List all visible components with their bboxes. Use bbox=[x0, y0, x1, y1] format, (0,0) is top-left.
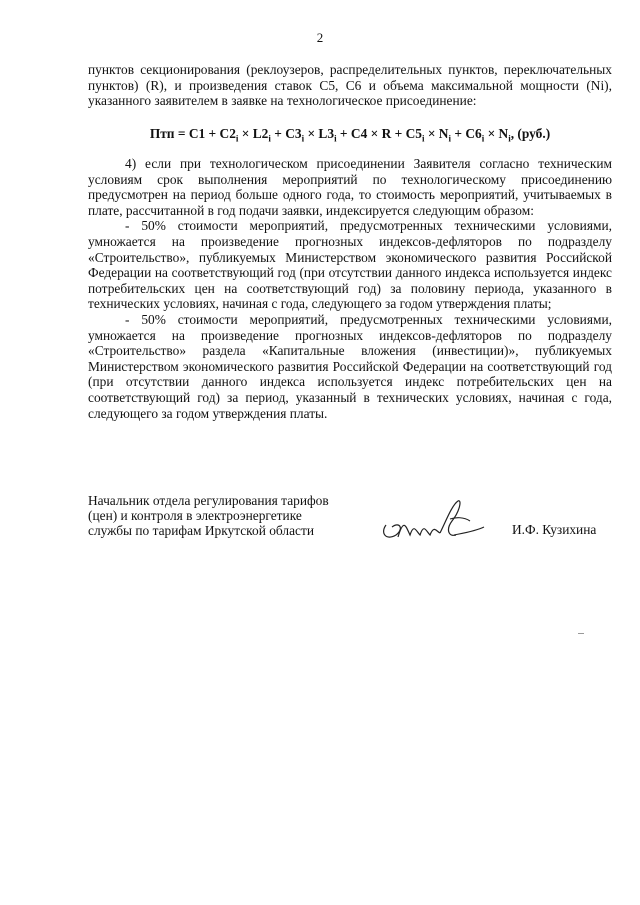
formula-subscript: i bbox=[508, 133, 511, 144]
indexation-section bbox=[88, 156, 612, 421]
formula-subscript: i bbox=[235, 133, 239, 144]
formula-subscript: i bbox=[481, 133, 485, 144]
paragraph-second-half: - 50% стоимости мероприятий, предусмотренных техническими условиями, умножается на произведение прогнозных индексов-дефляторов по подразделу «Строительство» раздела «Капитальные вложения (инвестиции)», публикуемых Министерством экономического развития Российской Федерации на соответствующий год (при отсутствии данного индекса используется индекс потребительских цен на соответствующий год) за период, указанный в технических условиях, начиная с года, следующего за годом утверждения платы. bbox=[88, 311, 612, 421]
formula-part: + С4 × R + С5 bbox=[336, 126, 422, 141]
formula-part: × L2 bbox=[238, 126, 269, 141]
formula-part: Птп = С1 + С2 bbox=[149, 126, 236, 141]
scan-artifact-dash bbox=[578, 633, 584, 634]
position-line: службы по тарифам Иркутской области bbox=[88, 523, 314, 538]
intro-paragraph bbox=[88, 62, 612, 109]
formula-part: + С6 bbox=[451, 126, 482, 141]
formula-subscript: i bbox=[268, 133, 271, 144]
page-number: 2 bbox=[316, 30, 324, 45]
signatory-name: И.Ф. Кузихина bbox=[512, 522, 597, 537]
formula-subscript: i bbox=[421, 133, 425, 144]
intro-text: пунктов секционирования (реклоузеров, распределительных пунктов, переключательных пунктов) (R), и произведения ставок С5, С6 и объема максимальной мощности (Ni), указанного заявителем в заявке на технологическое присоединение: bbox=[88, 62, 612, 109]
formula-subscript: i bbox=[334, 133, 337, 144]
position-line: (цен) и контроля в электроэнергетике bbox=[88, 508, 302, 523]
signatory-position bbox=[88, 493, 329, 538]
paragraph-indexation-rule: 4) если при технологическом присоединении Заявителя согласно техническим условиям срок выполнения мероприятий по технологическому присоединению предусмотрен на период больше одного года, то стоимость мероприятий, учитываемых в плате, рассчитанной в год подачи заявки, индексируется следующим образом: bbox=[88, 156, 612, 218]
position-line: Начальник отдела регулирования тарифов bbox=[88, 493, 329, 508]
formula-part: + С3 bbox=[270, 126, 302, 141]
formula-part: × L3 bbox=[304, 126, 335, 141]
formula-part: × N bbox=[484, 126, 509, 141]
formula-subscript: i bbox=[301, 133, 305, 144]
formula-subscript: i bbox=[448, 133, 451, 144]
paragraph-first-half: - 50% стоимости мероприятий, предусмотренных техническими условиями, умножается на произведение прогнозных индексов-дефляторов по подразделу «Строительство», публикуемых Министерством экономического развития Российской Федерации на соответствующий год (при отсутствии данного индекса используется индекс потребительских цен на соответствующий год) за половину периода, указанного в технических условиях, начиная с года, следующего за годом утверждения платы; bbox=[88, 218, 612, 312]
formula-part: × N bbox=[424, 126, 449, 141]
handwritten-signature bbox=[376, 497, 488, 547]
formula-part: , (руб.) bbox=[510, 126, 551, 141]
price-formula bbox=[88, 126, 612, 144]
